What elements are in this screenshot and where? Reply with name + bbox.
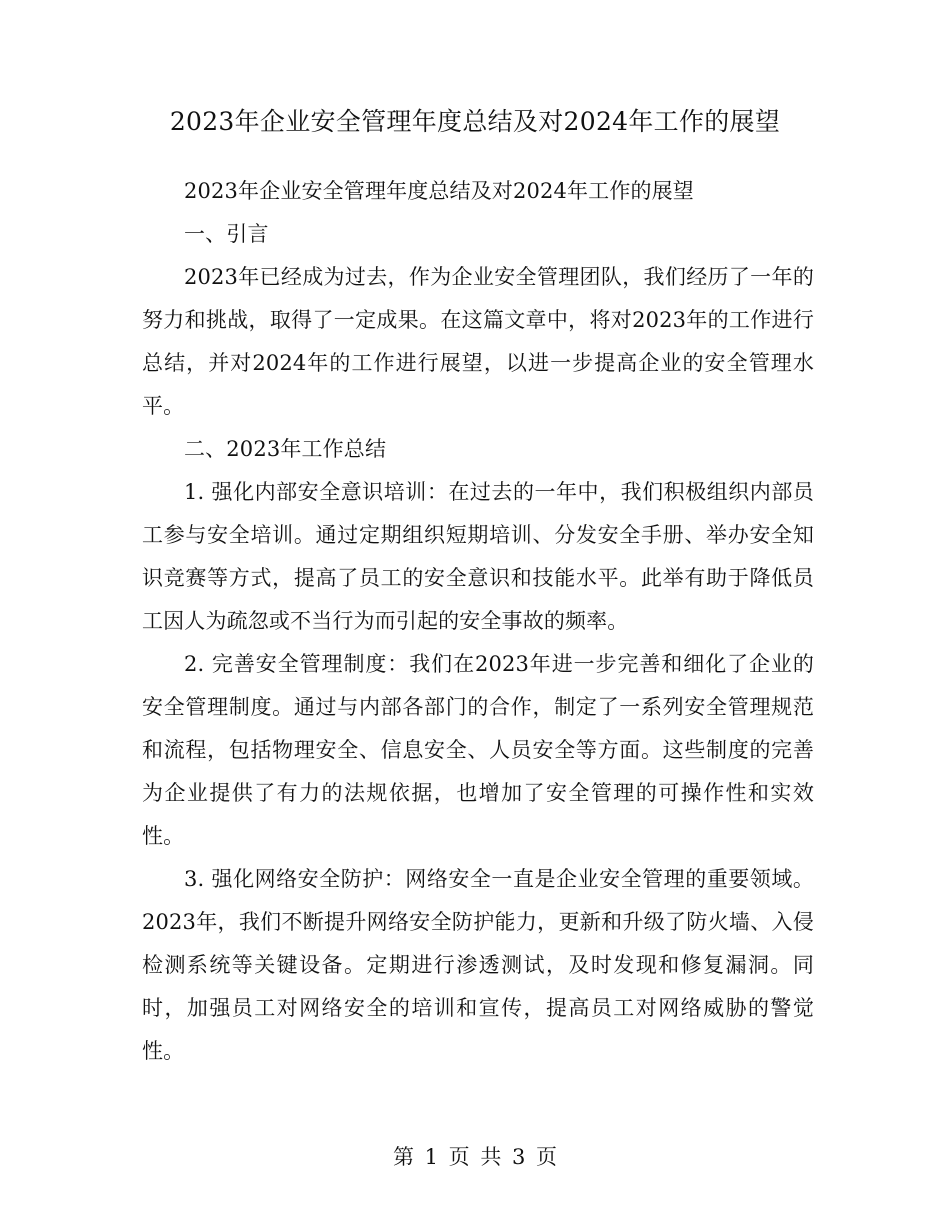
section-heading-introduction: 一、引言 (184, 222, 269, 246)
subtitle-paragraph: 2023年企业安全管理年度总结及对2024年工作的展望 (184, 179, 694, 203)
summary-item-training: 1. 强化内部安全意识培训：在过去的一年中，我们积极组织内部员工参与安全培训。通过定期组织短期培训、分发安全手册、举办安全知识竞赛等方式，提高了员工的安全意识和技能水平。此举有助于降低员工因人为疏忽或不当行为而引起的安全事故的频率。 (142, 480, 814, 633)
summary-item-network-security: 3. 强化网络安全防护：网络安全一直是企业安全管理的重要领域。2023年，我们不断提升网络安全防护能力，更新和升级了防火墙、入侵检测系统等关键设备。定期进行渗透测试，及时发现和修复漏洞。同时，加强员工对网络安全的培训和宣传，提高员工对网络威胁的警觉性。 (142, 867, 814, 1063)
section-heading-summary: 二、2023年工作总结 (184, 437, 387, 461)
page-number-footer: 第 1 页 共 3 页 (392, 1145, 558, 1169)
introduction-paragraph: 2023年已经成为过去，作为企业安全管理团队，我们经历了一年的努力和挑战，取得了一定成果。在这篇文章中，将对2023年的工作进行总结，并对2024年的工作进行展望，以进一步提高企业的安全管理水平。 (142, 265, 814, 418)
document-title: 2023年企业安全管理年度总结及对2024年工作的展望 (169, 107, 781, 136)
summary-item-policy: 2. 完善安全管理制度：我们在2023年进一步完善和细化了企业的安全管理制度。通过与内部各部门的合作，制定了一系列安全管理规范和流程，包括物理安全、信息安全、人员安全等方面。这些制度的完善为企业提供了有力的法规依据，也增加了安全管理的可操作性和实效性。 (142, 652, 814, 848)
document-body (142, 170, 814, 1073)
